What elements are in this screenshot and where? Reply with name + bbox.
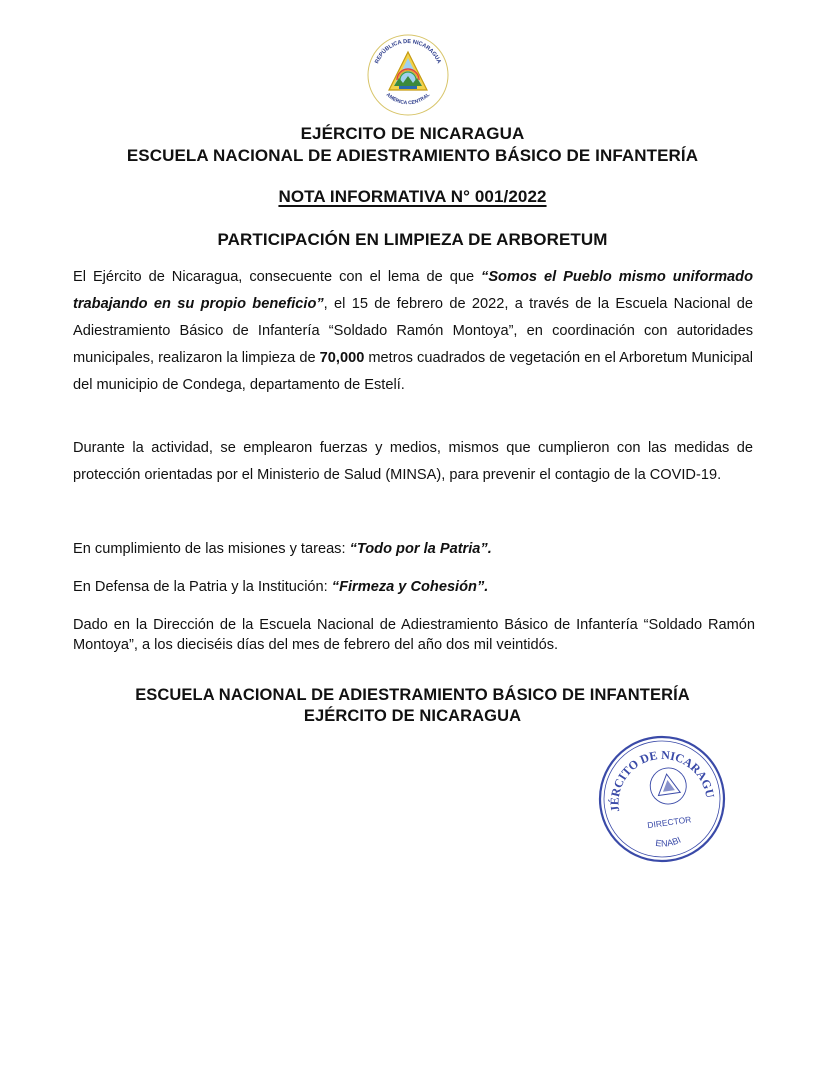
- area-amount: 70,000: [319, 350, 365, 366]
- motto-line-2: [73, 579, 488, 595]
- signature-army: EJÉRCITO DE NICARAGUA: [303, 707, 522, 725]
- institution-title: EJÉRCITO DE NICARAGUA: [300, 124, 525, 143]
- school-title: ESCUELA NACIONAL DE ADIESTRAMIENTO BÁSICO DE INFANTERÍA: [126, 146, 699, 165]
- svg-text:AMÉRICA CENTRAL: AMÉRICA CENTRAL: [384, 91, 432, 107]
- svg-text:REPÚBLICA DE NICARAGUA: REPÚBLICA DE NICARAGUA: [374, 38, 442, 65]
- paragraph-1-body: , el 15 de febrero de 2022, a través de la Escuela Nacional de Adiestramiento Básico de Infantería “Soldado Ramón Montoya”, en coordinación con autoridades municipales, realizaron la limpieza de: [73, 296, 753, 366]
- svg-text:EJÉRCITO DE NICARAGUA: EJÉRCITO DE NICARAGUA: [607, 747, 718, 813]
- signature-school: ESCUELA NACIONAL DE ADIESTRAMIENTO BÁSICO DE INFANTERÍA: [135, 686, 690, 704]
- motto-line-1: [73, 541, 492, 557]
- paragraph-1-intro: El Ejército de Nicaragua, consecuente con el lema de que: [73, 269, 482, 285]
- nicaragua-coat-of-arms-icon: [363, 30, 453, 120]
- motto-2-prefix: En Defensa de la Patria y la Institución:: [73, 579, 332, 595]
- motto-1-prefix: En cumplimiento de las misiones y tareas:: [73, 541, 350, 557]
- closing-paragraph: Dado en la Dirección de la Escuela Nacional de Adiestramiento Básico de Infantería “Soldado Ramón Montoya”, a los dieciséis días del mes de febrero del año dos mil veintidós.: [73, 617, 755, 653]
- note-title: NOTA INFORMATIVA N° 001/2022: [278, 187, 547, 206]
- stamp-director-label: DIRECTOR: [646, 814, 692, 831]
- army-motto-quote: “Somos el Pueblo mismo uniformado trabajando en su propio beneficio”: [73, 269, 753, 312]
- motto-2-slogan: “Firmeza y Cohesión”.: [331, 579, 489, 595]
- paragraph-1-end: metros cuadrados de vegetación en el Arboretum Municipal del municipio de Condega, departamento de Estelí.: [73, 350, 754, 393]
- subject-heading: PARTICIPACIÓN EN LIMPIEZA DE ARBORETUM: [217, 230, 608, 249]
- paragraph-1: [73, 264, 753, 399]
- svg-text:ENABI: ENABI: [654, 834, 683, 849]
- motto-1-slogan: “Todo por la Patria”.: [349, 541, 492, 557]
- paragraph-2: Durante la actividad, se emplearon fuerzas y medios, mismos que cumplieron con las medidas de protección orientadas por el Ministerio de Salud (MINSA), para prevenir el contagio de la COVID-19.: [73, 440, 753, 483]
- official-seal-stamp: [596, 733, 728, 865]
